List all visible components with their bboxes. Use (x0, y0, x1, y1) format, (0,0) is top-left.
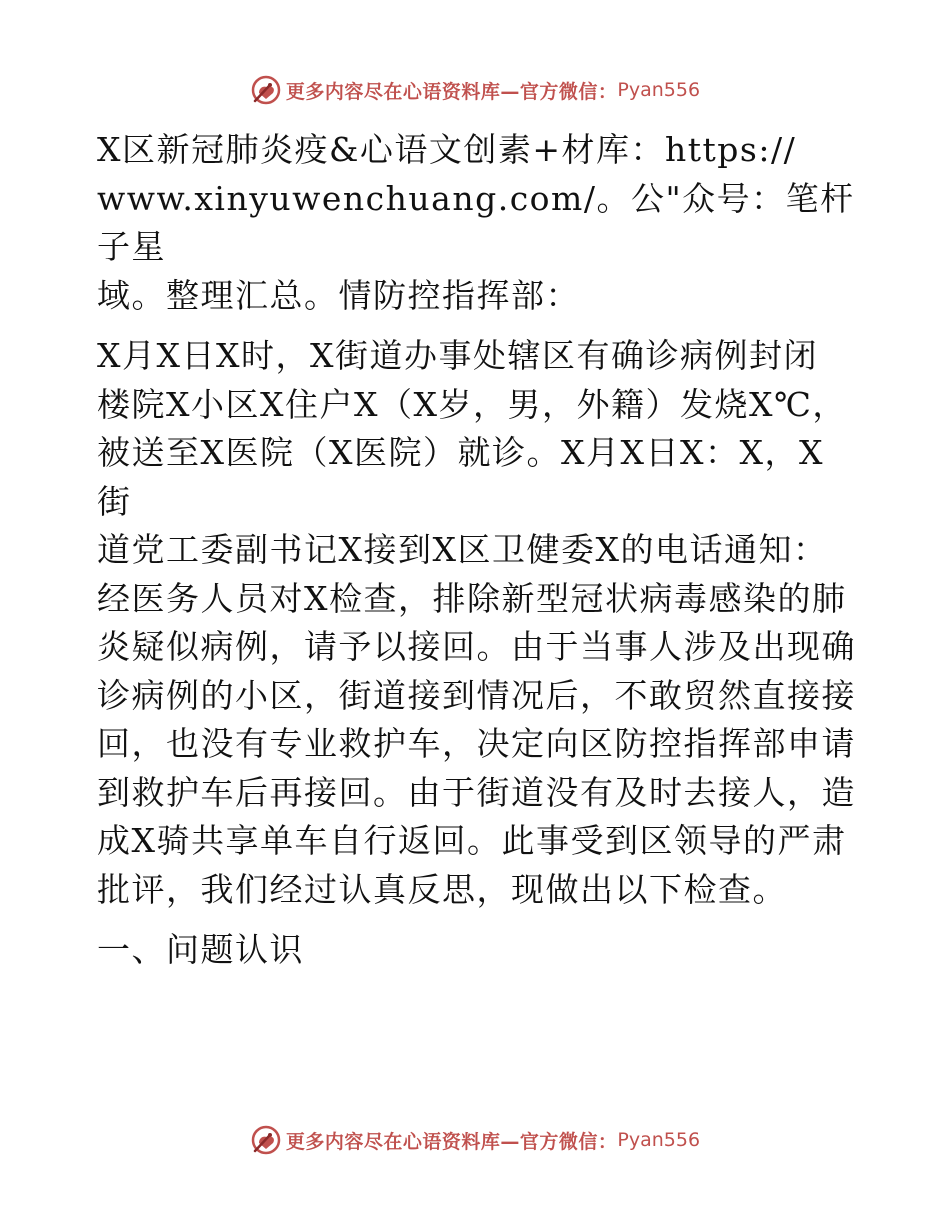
paragraph-incident: X月X日X时，X街道办事处辖区有确诊病例封闭 楼院X小区X住户X（X岁，男，外籍）发烧X℃， 被送至X医院（X医院）就诊。X月X日X：X，X街 道党工委副书记X接到X区卫健委X的电话通知： 经医务人员对X检查，排除新型冠状病毒感染的肺 炎疑似病例，请予以接回。由于当事人涉及出现确 诊病例的小区，街道接到情况后，不敢贸然直接接 回，也没有专业救护车，决定向区防控指挥部申请 到救护车后再接回。由于街道没有及时去接人，造 成X骑共享单车自行返回。此事受到区领导的严肃 批评，我们经过认真反思，现做出以下检查。 (97, 336, 856, 909)
pen-heart-logo-icon (250, 74, 282, 106)
section-heading: 一、问题认识 (97, 930, 304, 969)
banner-account: Pyan556 (617, 79, 701, 101)
document-body (97, 126, 857, 974)
banner-account: Pyan556 (617, 1129, 701, 1151)
footer-watermark-banner (0, 1120, 950, 1160)
banner-text: 更多内容尽在心语资料库—官方微信： (285, 1130, 618, 1153)
pen-heart-logo-icon (250, 1124, 282, 1156)
banner-text: 更多内容尽在心语资料库—官方微信： (285, 80, 618, 103)
header-watermark-banner (0, 70, 950, 110)
paragraph-intro: X区新冠肺炎疫&心语文创素+材库：https:// www.xinyuwenchuang.com/。公"众号：笔杆子星 域。整理汇总。情防控指挥部： (97, 130, 855, 315)
